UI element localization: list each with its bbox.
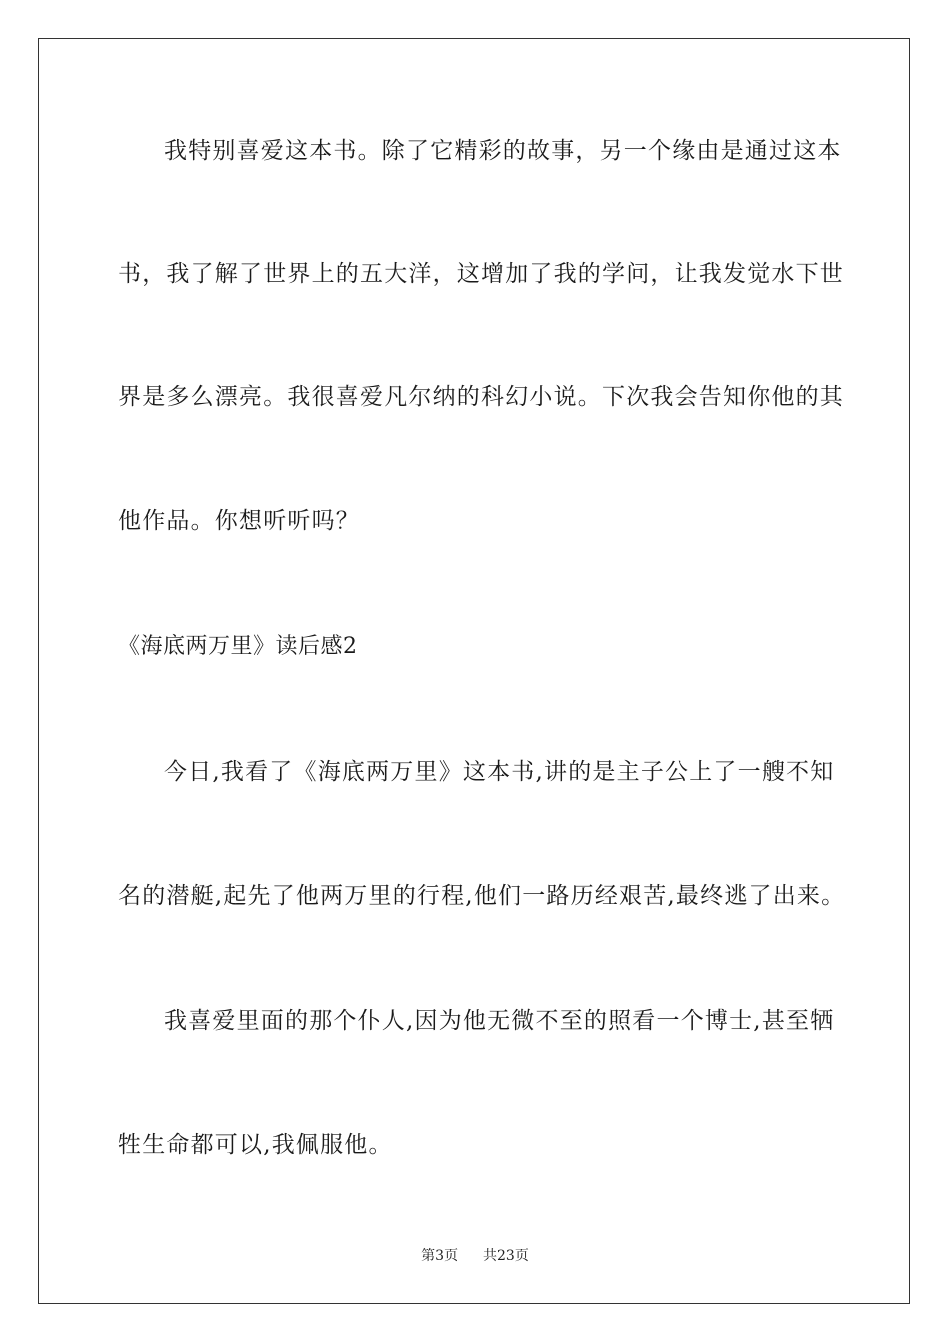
page-total: 共23页 <box>483 1248 529 1264</box>
page-footer <box>0 1247 950 1265</box>
paragraph-1-line-4: 他作品。你想听听吗？ <box>118 508 360 534</box>
paragraph-1-line-3: 界是多么漂亮。我很喜爱凡尔纳的科幻小说。下次我会告知你他的其 <box>118 384 844 410</box>
paragraph-1-line-1: 我特别喜爱这本书。除了它精彩的故事，另一个缘由是通过这本 <box>164 138 842 164</box>
paragraph-1-line-2: 书，我了解了世界上的五大洋，这增加了我的学问，让我发觉水下世 <box>118 261 844 287</box>
page-border <box>38 38 910 1304</box>
section-heading: 《海底两万里》读后感2 <box>118 634 358 659</box>
paragraph-2-line-1: 今日,我看了《海底两万里》这本书,讲的是主子公上了一艘不知 <box>164 759 835 785</box>
paragraph-3-line-2: 牲生命都可以,我佩服他。 <box>118 1132 393 1158</box>
paragraph-2-line-2: 名的潜艇,起先了他两万里的行程,他们一路历经艰苦,最终逃了出来。 <box>118 883 846 909</box>
paragraph-3-line-1: 我喜爱里面的那个仆人,因为他无微不至的照看一个博士,甚至牺 <box>164 1008 835 1034</box>
page-number: 第3页 <box>421 1248 459 1264</box>
